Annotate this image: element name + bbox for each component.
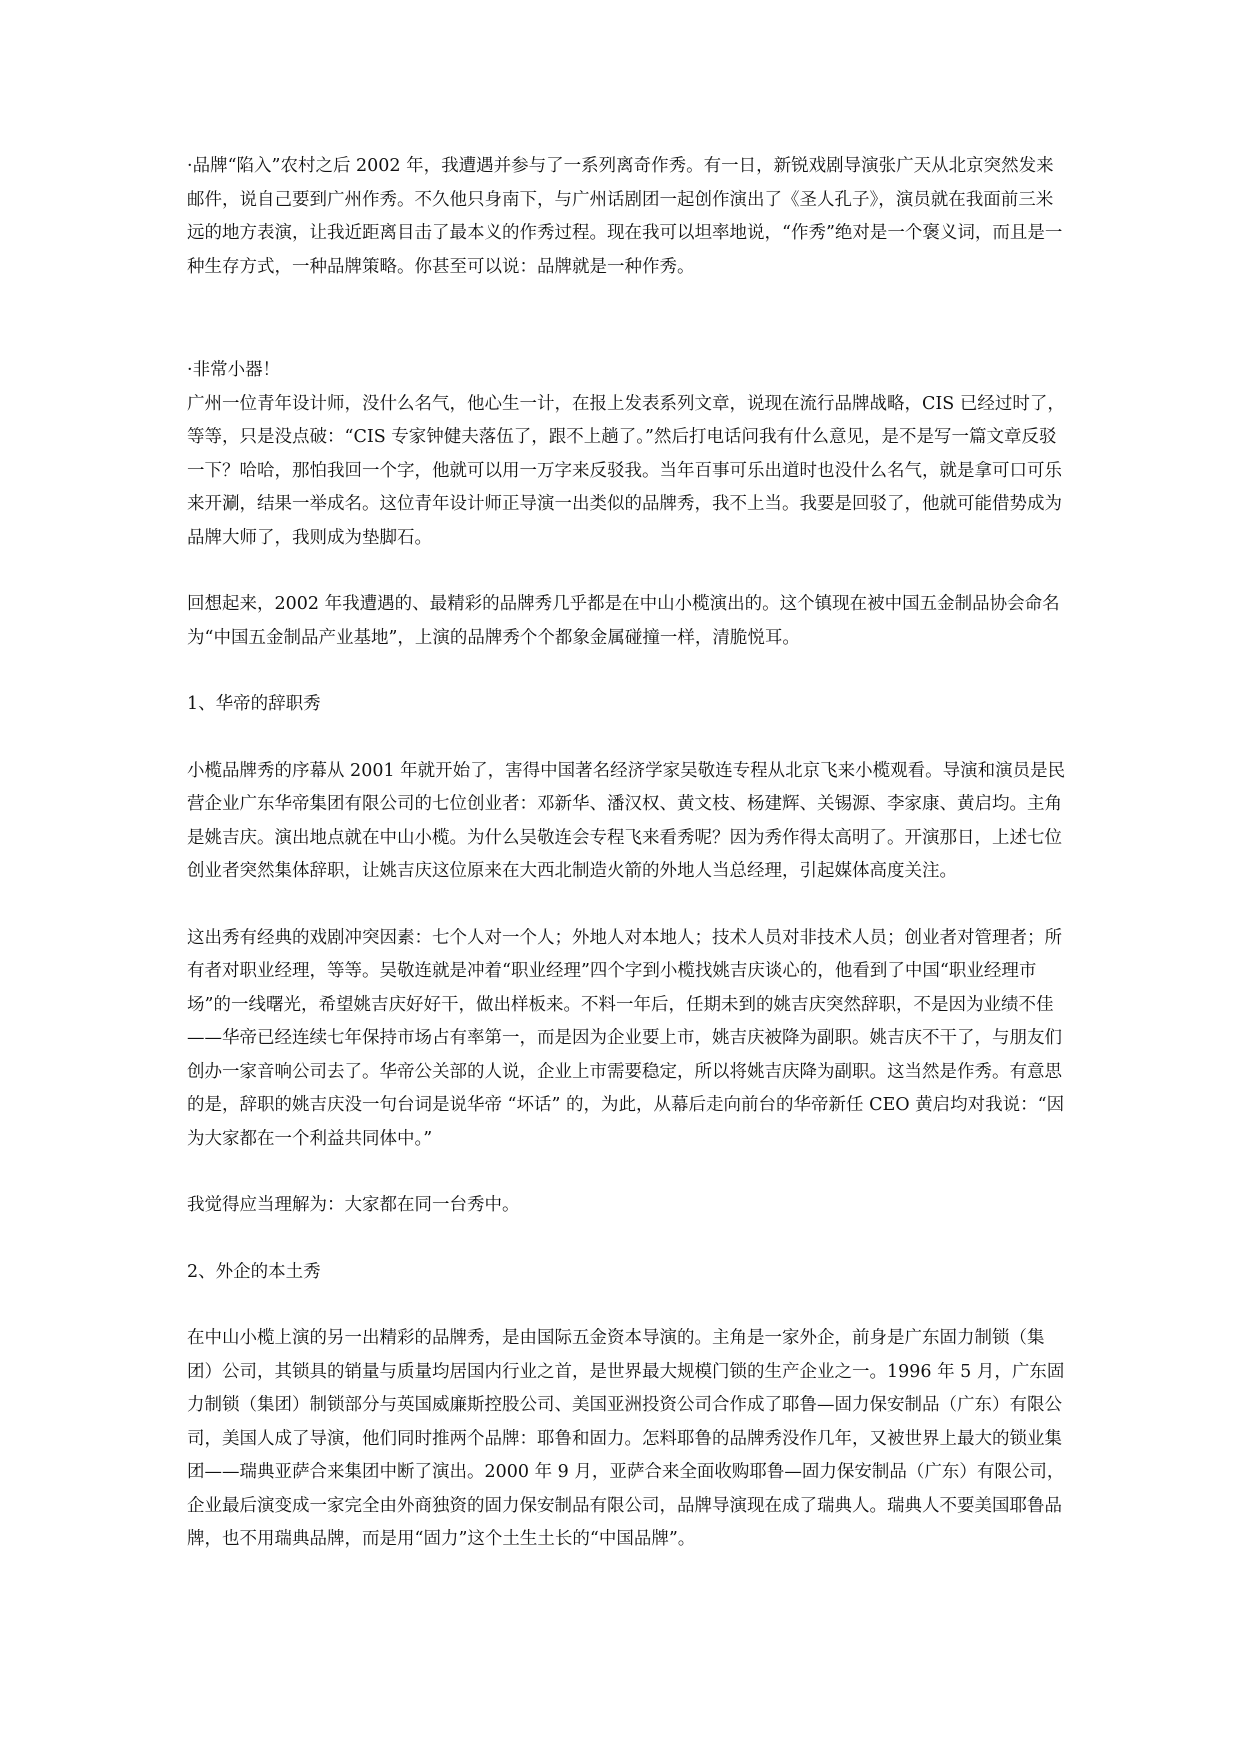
- section-heading-vatti: 1、华帝的辞职秀: [187, 694, 321, 714]
- document-page: [187, 150, 1067, 1557]
- paragraph-same-show: 我觉得应当理解为：大家都在同一台秀中。: [187, 1195, 520, 1215]
- paragraph-xiaolan: 回想起来，2002 年我遭遇的、最精彩的品牌秀几乎都是在中山小榄演出的。这个镇现在被中国五金制品协会命名为“中国五金制品产业基地”，上演的品牌秀个个都象金属碰撞一样，清脆悦耳。: [187, 594, 1060, 648]
- paragraph-vatti-prelude: 小榄品牌秀的序幕从 2001 年就开始了，害得中国著名经济学家吴敬连专程从北京飞来小榄观看。导演和演员是民营企业广东华帝集团有限公司的七位创业者：邓新华、潘汉权、黄文枝、杨建辉、关锡源、李家康、黄启均。主角是姚吉庆。演出地点就在中山小榄。为什么吴敬连会专程飞来看秀呢？因为秀作得太高明了。开演那日，上述七位创业者突然集体辞职，让姚吉庆这位原来在大西北制造火箭的外地人当总经理，引起媒体高度关注。: [187, 760, 1066, 881]
- paragraph-guli: 在中山小榄上演的另一出精彩的品牌秀，是由国际五金资本导演的。主角是一家外企，前身是广东固力制锁（集团）公司，其锁具的销量与质量均居国内行业之首，是世界最大规模门锁的生产企业之一。1996 年 5 月，广东固力制锁（集团）制锁部分与英国威廉斯控股公司、美国亚洲投资公司合作成了耶鲁—固力保安制品（广东）有限公司，美国人成了导演，他们同时推两个品牌：耶鲁和固力。怎料耶鲁的品牌秀没作几年，又被世界上最大的锁业集团——瑞典亚萨合来集团中断了演出。2000 年 9 月，亚萨合来全面收购耶鲁—固力保安制品（广东）有限公司，企业最后演变成一家完全由外商独资的固力保安制品有限公司，品牌导演现在成了瑞典人。瑞典人不要美国耶鲁品牌，也不用瑞典品牌，而是用“固力”这个土生土长的“中国品牌”。: [187, 1328, 1065, 1549]
- paragraph-vatti-conflict: 这出秀有经典的戏剧冲突因素：七个人对一个人；外地人对本地人；技术人员对非技术人员；创业者对管理者；所有者对职业经理，等等。吴敬连就是冲着“职业经理”四个字到小榄找姚吉庆谈心的，他看到了中国“职业经理市场”的一线曙光，希望姚吉庆好好干，做出样板来。不料一年后，任期未到的姚吉庆突然辞职，不是因为业绩不佳——华帝已经连续七年保持市场占有率第一，而是因为企业要上市，姚吉庆被降为副职。姚吉庆不干了，与朋友们创办一家音响公司去了。华帝公关部的人说，企业上市需要稳定，所以将姚吉庆降为副职。这当然是作秀。有意思的是，辞职的姚吉庆没一句台词是说华帝 “坏话” 的，为此，从幕后走向前台的华帝新任 CEO 黄启均对我说：“因为大家都在一个利益共同体中。”: [187, 927, 1065, 1149]
- section-heading-foreign: 2、外企的本土秀: [187, 1261, 321, 1282]
- paragraph-intro: ·品牌“陷入”农村之后 2002 年，我遭遇并参与了一系列离奇作秀。有一日，新锐戏剧导演张广天从北京突然发来邮件，说自己要到广州作秀。不久他只身南下，与广州话剧团一起创作演出了《圣人孔子》，演员就在我面前三米远的地方表演，让我近距离目击了最本义的作秀过程。现在我可以坦率地说，“作秀”绝对是一个褒义词，而且是一种生存方式，一种品牌策略。你甚至可以说：品牌就是一种作秀。: [187, 156, 1063, 277]
- section-heading-small-minded: ·非常小器！: [187, 360, 281, 380]
- paragraph-designer: 广州一位青年设计师，没什么名气，他心生一计，在报上发表系列文章，说现在流行品牌战略，CIS 已经过时了，等等，只是没点破：“CIS 专家钟健夫落伍了，跟不上趟了。”然后打电话问我有什么意见，是不是写一篇文章反驳一下？哈哈，那怕我回一个字，他就可以用一万字来反驳我。当年百事可乐出道时也没什么名气，就是拿可口可乐来开涮，结果一举成名。这位青年设计师正导演一出类似的品牌秀，我不上当。我要是回驳了，他就可能借势成为品牌大师了，我则成为垫脚石。: [187, 393, 1065, 548]
